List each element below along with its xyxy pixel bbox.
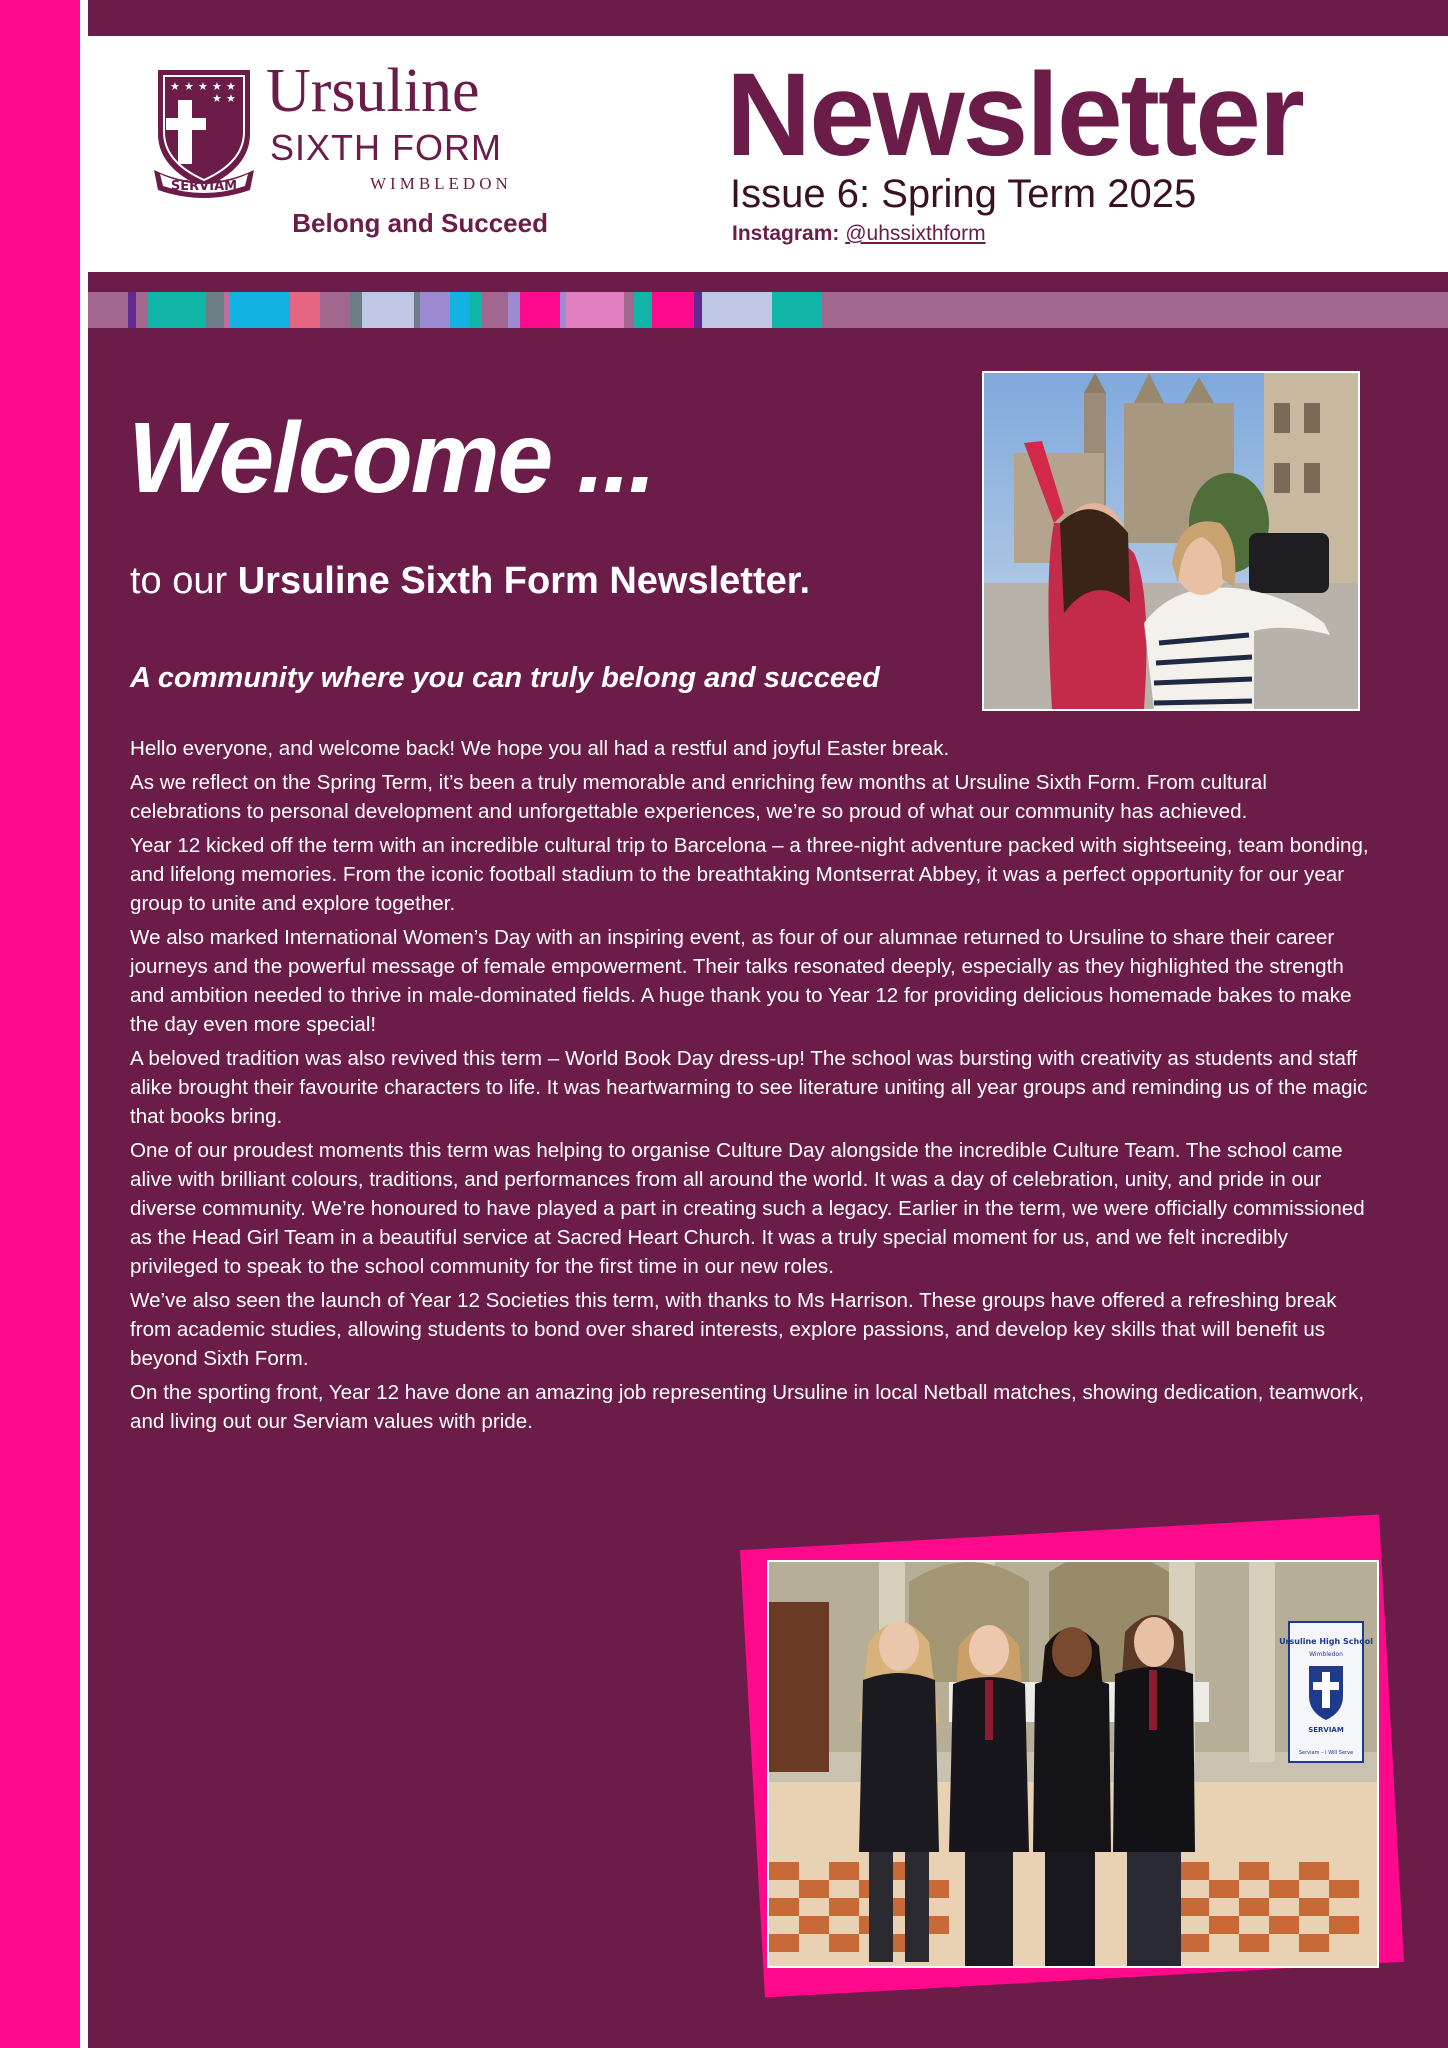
school-crest-logo [152,66,256,200]
community-tagline: A community where you can truly belong and succeed [130,662,880,694]
colour-stripe [362,292,414,328]
body-paragraph: We also marked International Women’s Day with an inspiring event, as four of our alumnae returned to Ursuline to share their career journeys and the powerful message of female empowerment. Their talks resonated deeply, especially as they highlighted the strength and ambition needed to thrive in male-dominated fields. A huge thank you to Year 12 for providing delicious homemade bakes to make the day even more special! [130,926,1352,1036]
welcome-subheading [130,560,810,603]
colour-stripe [290,292,320,328]
colour-stripe [88,292,128,328]
colour-stripe [420,292,450,328]
newsletter-title: Newsletter [726,49,1303,181]
masthead [88,36,1448,272]
colour-stripe [450,292,470,328]
colour-stripe [128,292,136,328]
brand-location: WIMBLEDON [370,174,512,193]
top-band [88,0,1448,36]
issue-label: Issue 6: Spring Term 2025 [730,172,1197,216]
colour-stripe [230,292,290,328]
svg-text:Wimbledon: Wimbledon [1309,1651,1343,1658]
left-divider [80,0,88,2048]
body-paragraph: One of our proudest moments this term was helping to organise Culture Day alongside the incredible Culture Team. The school came alive with brilliant colours, traditions, and performances from all around the world. It was a day of celebration, unity, and pride in our diverse community. We’re honoured to have played a part in creating such a legacy. Earlier in the term, we were officially commissioned as the Head Girl Team in a beautiful service at Sacred Heart Church. It was a truly special moment for us, and we felt incredibly privileged to speak to the school community for the first time in our new roles. [130,1139,1365,1278]
colour-stripe [772,292,822,328]
body-paragraph: A beloved tradition was also revived this term – World Book Day dress-up! The school was bursting with creativity as students and staff alike brought their favourite characters to life. It was heartwarming to see literature uniting all year groups and reminding us of the magic that books bring. [130,1047,1368,1128]
svg-text:★: ★ [198,80,208,93]
welcome-sub-prefix: to our [130,560,238,602]
svg-text:★: ★ [212,92,222,105]
colour-stripe [702,292,772,328]
svg-text:★: ★ [212,80,222,93]
colour-stripe [694,292,702,328]
body-paragraph: As we reflect on the Spring Term, it’s been a truly memorable and enriching few months at Ursuline Sixth Form. From cultural celebrations to personal development and unforgettable experiences, we’re so proud of what our community has achieved. [130,771,1267,823]
school-motto: Belong and Succeed [292,208,548,238]
colour-stripe [320,292,350,328]
brand-name: Ursuline [266,57,480,125]
colour-stripe [148,292,206,328]
body-paragraph: On the sporting front, Year 12 have done an amazing job representing Ursuline in local Netball matches, showing dedication, teamwork, and living out our Serviam values with pride. [130,1381,1365,1433]
colour-stripe [350,292,362,328]
colour-stripe [652,292,694,328]
svg-text:Ursuline High School: Ursuline High School [1279,1637,1373,1646]
colour-stripe [508,292,520,328]
svg-text:★: ★ [170,80,180,93]
head-girl-team-photo [767,1560,1379,1968]
welcome-heading: Welcome ... [128,402,655,514]
svg-text:SERVIAM: SERVIAM [170,179,238,194]
decorative-colour-bar [88,292,1448,328]
barcelona-trip-photo [982,371,1360,711]
colour-stripe [822,292,1448,328]
left-accent-strip [0,0,80,2048]
colour-stripe [566,292,624,328]
svg-text:Serviam – I Will Serve: Serviam – I Will Serve [1298,1750,1354,1756]
colour-stripe [206,292,224,328]
body-paragraph: Year 12 kicked off the term with an incredible cultural trip to Barcelona – a three-night adventure packed with sightseeing, team bonding, and lifelong memories. From the iconic football stadium to the breathtaking Montserrat Abbey, it was a perfect opportunity for our year group to unite and explore together. [130,834,1369,915]
colour-stripe [136,292,148,328]
body-paragraph: We’ve also seen the launch of Year 12 Societies this term, with thanks to Ms Harrison. These groups have offered a refreshing break from academic studies, allowing students to bond over shared interests, explore passions, and develop key skills that will benefit us beyond Sixth Form. [130,1289,1337,1370]
svg-text:★: ★ [226,92,236,105]
colour-stripe [520,292,560,328]
svg-text:SERVIAM: SERVIAM [1308,1726,1344,1734]
svg-text:★: ★ [226,80,236,93]
welcome-sub-bold: Ursuline Sixth Form Newsletter. [237,560,810,602]
colour-stripe [624,292,634,328]
svg-text:★: ★ [184,80,194,93]
colour-stripe [470,292,482,328]
brand-subtitle: SIXTH FORM [270,127,502,168]
instagram-handle-link[interactable]: @uhssixthform [845,222,986,245]
colour-stripe [482,292,508,328]
newsletter-body [130,734,1370,1441]
colour-stripe [634,292,652,328]
instagram-label: Instagram: [732,222,840,245]
body-paragraph: Hello everyone, and welcome back! We hope you all had a restful and joyful Easter break. [130,737,950,760]
instagram-line [732,222,986,246]
